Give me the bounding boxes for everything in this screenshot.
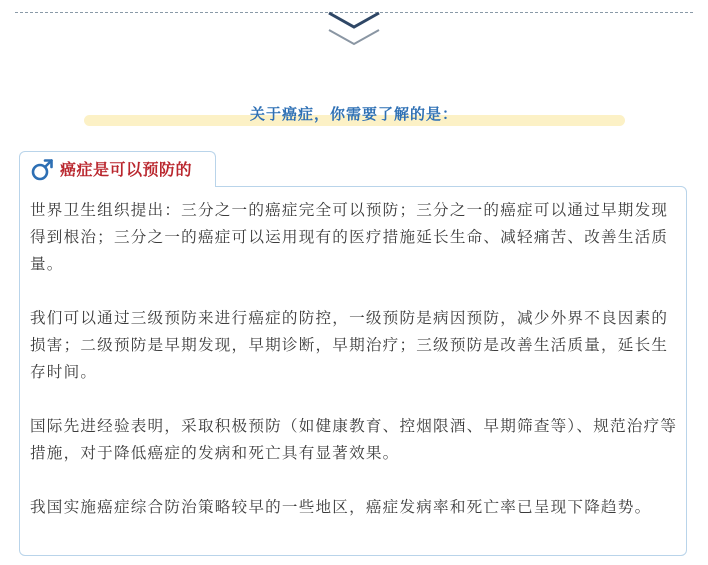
paragraph: 我们可以通过三级预防来进行癌症的防控，一级预防是病因预防，减少外界不良因素的损害；二级预防是早期发现，早期诊断，早期治疗；三级预防是改善生活质量，延长生存时间。: [30, 309, 669, 381]
male-symbol-icon: [30, 158, 54, 182]
paragraph: 国际先进经验表明，采取积极预防（如健康教育、控烟限酒、早期筛查等）、规范治疗等措施，对于降低癌症的发病和死亡具有显著效果。: [30, 417, 678, 462]
section-heading: 关于癌症，你需要了解的是：: [249, 105, 458, 123]
card-title-tab: [19, 151, 216, 187]
paragraph: 我国实施癌症综合防治策略较早的一些地区，癌症发病率和死亡率已呈现下降趋势。: [30, 498, 652, 516]
card-title: 癌症是可以预防的: [60, 160, 193, 179]
card-body: [30, 197, 680, 548]
paragraph: 世界卫生组织提出：三分之一的癌症完全可以预防；三分之一的癌症可以通过早期发现得到根治；三分之一的癌症可以运用现有的医疗措施延长生命、减轻痛苦、改善生活质量。: [30, 201, 669, 273]
double-chevron-down-icon: [326, 10, 382, 50]
